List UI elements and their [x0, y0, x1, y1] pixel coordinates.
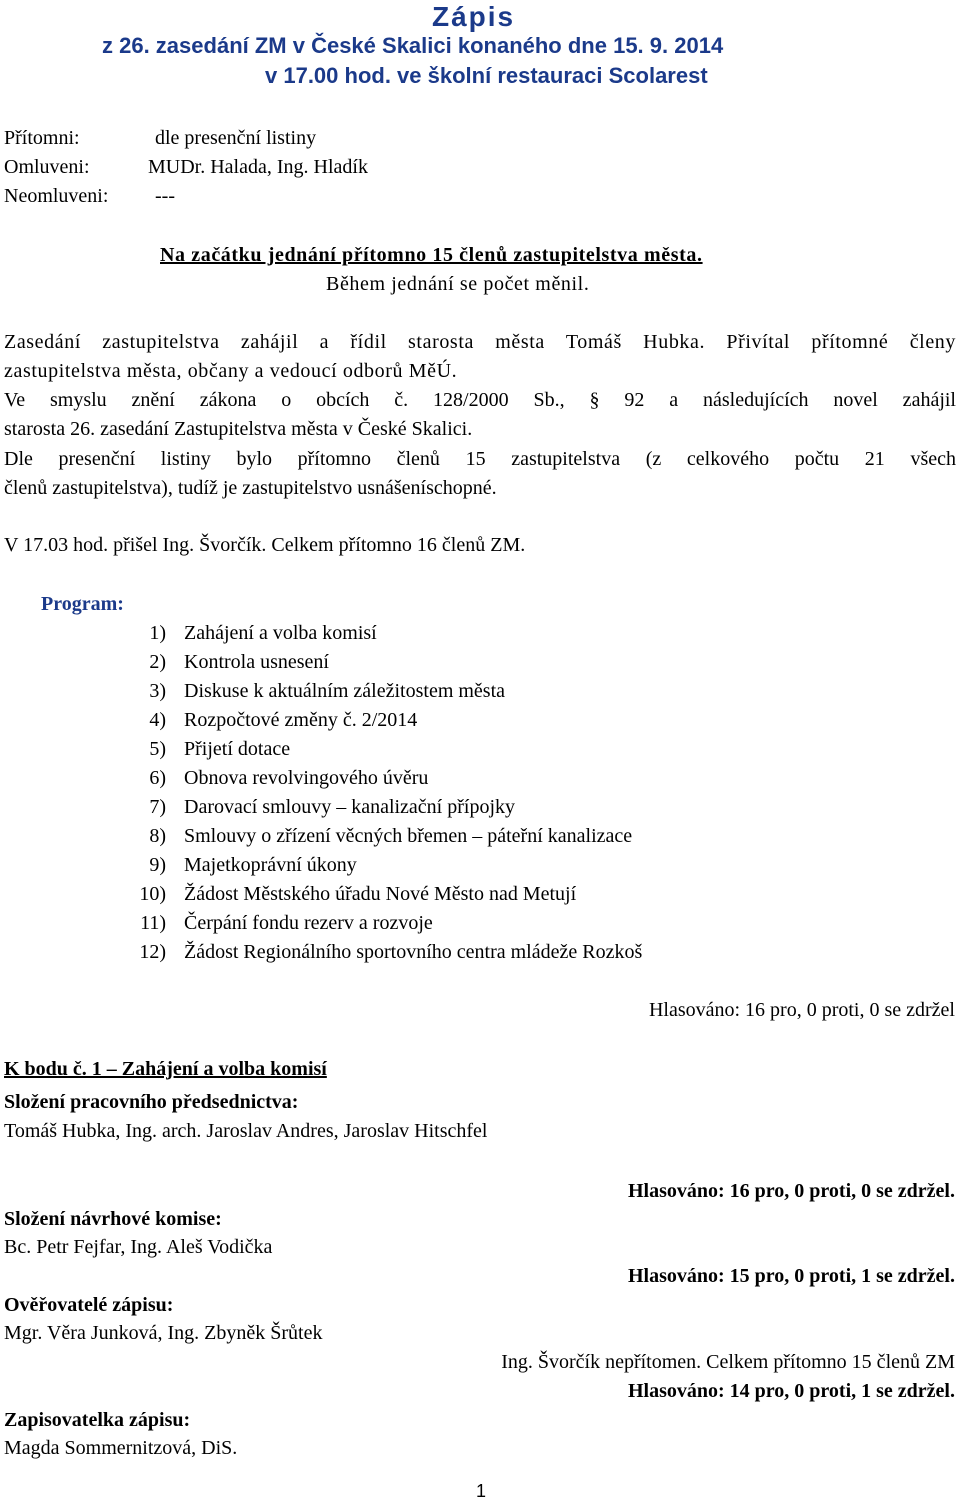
presidium-vote: Hlasováno: 16 pro, 0 proti, 0 se zdržel. [627, 1180, 955, 1202]
present-value: dle presenční listiny [155, 127, 317, 149]
meeting-time-place: v 17.00 hod. ve školní restauraci Scolarest [265, 63, 708, 88]
page-number: 1 [476, 1481, 487, 1501]
intro-p3-line1: Dle presenční listiny bylo přítomno členů 15 zastupitelstva (z celkového počtu 21 všech [4, 448, 956, 470]
unexcused-label: Neomluveni: [4, 185, 109, 207]
verifiers-value: Mgr. Věra Junková, Ing. Zbyněk Šrůtek [4, 1322, 323, 1344]
verifiers-label: Ověřovatelé zápisu: [4, 1294, 174, 1316]
intro-p1-line1: Zasedání zastupitelstva zahájil a řídil starosta města Tomáš Hubka. Přivítal přítomné členy [4, 331, 956, 353]
absence-note: Ing. Švorčík nepřítomen. Celkem přítomno 15 členů ZM [501, 1351, 955, 1373]
excused-label: Omluveni: [4, 156, 90, 178]
program-heading: Program: [41, 593, 124, 615]
intro-p2-line1: Ve smyslu znění zákona o obcích č. 128/2000 Sb., § 92 a následujících novel zahájil [4, 389, 956, 411]
presidium-label: Složení pracovního předsednictva: [4, 1091, 299, 1113]
excused-value: MUDr. Halada, Ing. Hladík [148, 156, 368, 178]
item1-heading: K bodu č. 1 – Zahájení a volba komisí [4, 1058, 327, 1080]
presidium-value: Tomáš Hubka, Ing. arch. Jaroslav Andres, Jaroslav Hitschfel [4, 1120, 488, 1142]
quorum-change: Během jednání se počet měnil. [326, 273, 590, 295]
recorder-value: Magda Sommernitzová, DiS. [4, 1437, 238, 1459]
document-title: Zápis [432, 1, 516, 32]
verifiers-vote: Hlasováno: 14 pro, 0 proti, 1 se zdržel. [627, 1380, 955, 1402]
intro-p2-line2: starosta 26. zasedání Zastupitelstva města v České Skalici. [4, 418, 473, 440]
program-vote: Hlasováno: 16 pro, 0 proti, 0 se zdržel [648, 999, 955, 1021]
meeting-subtitle: z 26. zasedání ZM v České Skalici konaného dne 15. 9. 2014 [102, 33, 724, 58]
recorder-label: Zapisovatelka zápisu: [4, 1409, 191, 1431]
present-label: Přítomni: [4, 127, 80, 149]
intro-p1-line2: zastupitelstva města, občany a vedoucí odborů MěÚ. [4, 360, 458, 382]
drafting-committee-label: Složení návrhové komise: [4, 1208, 222, 1230]
drafting-committee-vote: Hlasováno: 15 pro, 0 proti, 1 se zdržel. [627, 1265, 955, 1287]
unexcused-value: --- [155, 185, 175, 207]
intro-p3-line2: členů zastupitelstva), tudíž je zastupitelstvo usnášeníschopné. [4, 477, 497, 499]
quorum-start: Na začátku jednání přítomno 15 členů zastupitelstva města. [160, 244, 703, 266]
drafting-committee-value: Bc. Petr Fejfar, Ing. Aleš Vodička [4, 1236, 273, 1258]
arrival-note: V 17.03 hod. přišel Ing. Švorčík. Celkem přítomno 16 členů ZM. [4, 534, 526, 556]
